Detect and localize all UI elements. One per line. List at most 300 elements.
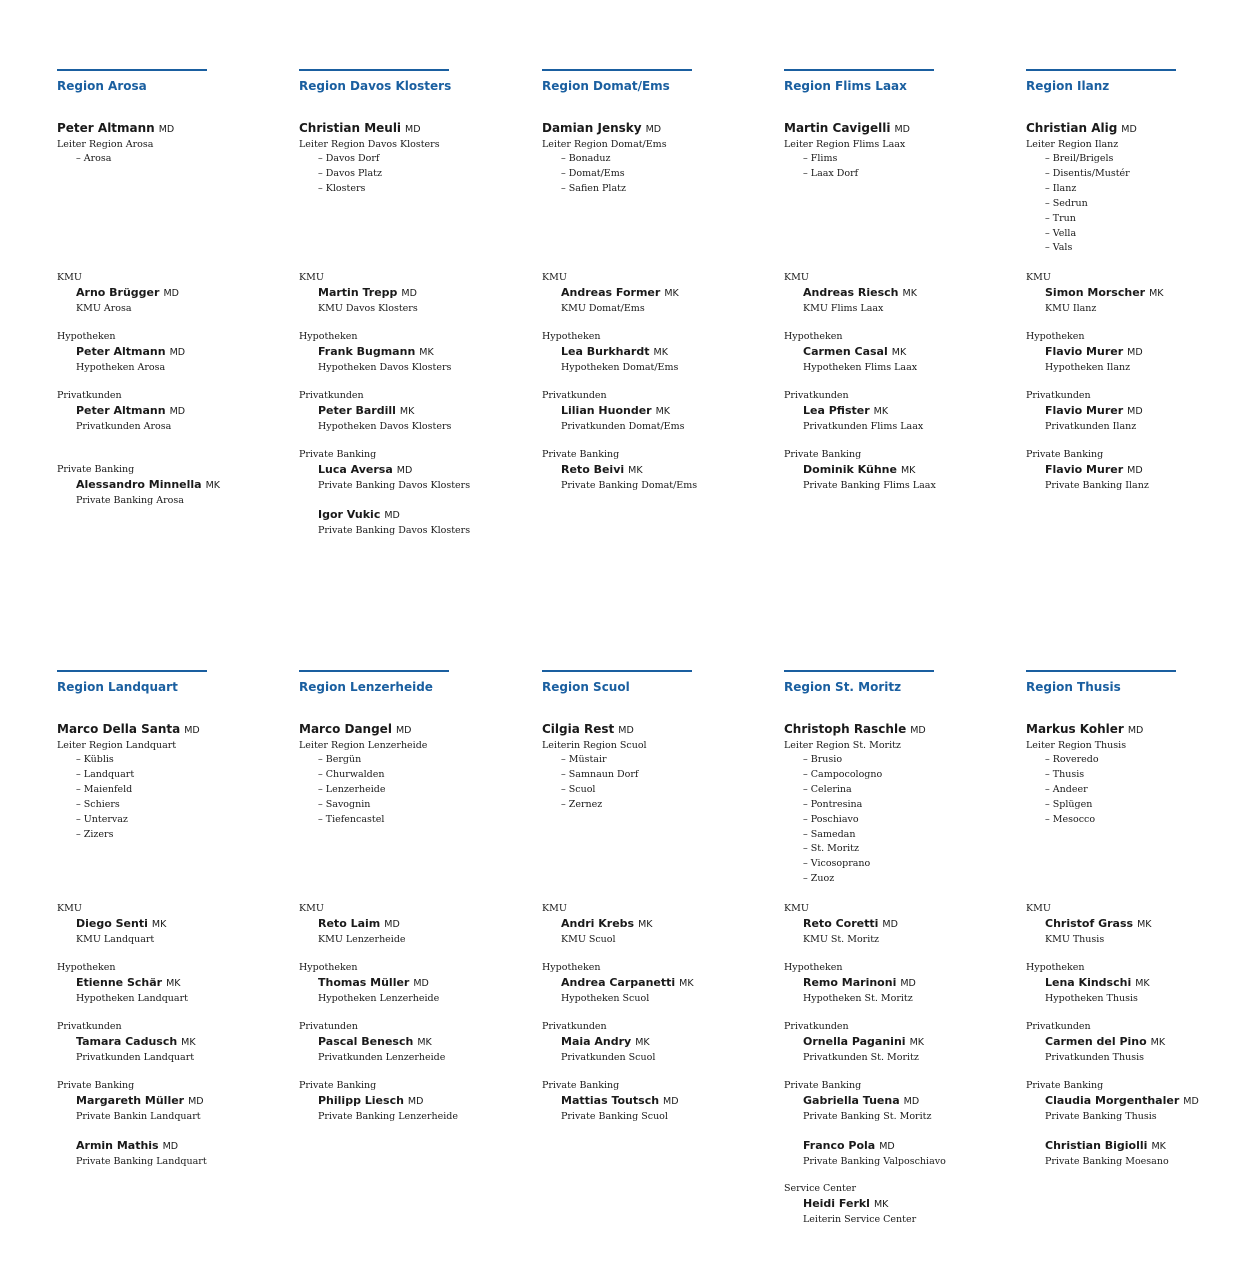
person-role: Leiter Region Arosa	[57, 139, 154, 150]
person-line	[76, 403, 272, 419]
person-role: Private Banking Landquart	[76, 1156, 207, 1167]
person-code: MK	[909, 1037, 924, 1048]
region-title: Region Arosa	[57, 79, 147, 93]
person-line	[803, 1138, 999, 1154]
location-item: – Bergün	[318, 754, 362, 765]
person-code: MD	[894, 124, 910, 135]
person-role: Leiter Region Domat/Ems	[542, 139, 667, 150]
person-role: Leiter Region Thusis	[1026, 740, 1127, 751]
person-line	[561, 285, 757, 301]
location-item: – Maienfeld	[76, 783, 133, 795]
person-name: Simon Morscher	[1045, 286, 1146, 299]
section-person	[784, 1138, 999, 1169]
person-line	[318, 1034, 514, 1050]
person-name: Gabriella Tuena	[803, 1094, 900, 1107]
person-name: Andreas Former	[561, 286, 661, 299]
person-name: Heidi Ferkl	[803, 1197, 870, 1210]
person-line	[561, 344, 757, 360]
location-item: – Mesocco	[1045, 813, 1096, 825]
location-item: – Churwalden	[318, 768, 385, 780]
section-label: Service Center	[784, 1183, 857, 1194]
person-role: Hypotheken Flims Laax	[803, 362, 918, 373]
person-name: Carmen Casal	[803, 345, 888, 358]
region-divider	[299, 670, 449, 672]
person-line	[1045, 285, 1240, 301]
person-name: Peter Altmann	[76, 345, 166, 358]
person-role: Hypotheken St. Moritz	[803, 993, 913, 1004]
person-code: MK	[664, 288, 679, 299]
team-section	[299, 961, 514, 1006]
person-name: Arno Brügger	[76, 286, 160, 299]
head-person	[299, 722, 514, 738]
person-role: Leiter Region Landquart	[57, 740, 177, 751]
location-item: – Vella	[1045, 227, 1077, 239]
person-name: Philipp Liesch	[318, 1094, 404, 1107]
location-item: – Müstair	[561, 754, 607, 765]
person-name: Reto Coretti	[803, 917, 879, 930]
section-person	[542, 403, 757, 434]
person-name: Peter Bardill	[318, 404, 396, 417]
person-role: Private Banking Davos Klosters	[318, 480, 471, 491]
head-person	[299, 121, 514, 137]
person-line	[803, 1196, 999, 1212]
person-name: Cilgia Rest	[542, 722, 615, 736]
section-person	[1026, 1093, 1240, 1124]
person-code: MK	[679, 978, 694, 989]
person-code: MK	[638, 919, 653, 930]
region-divider	[1026, 670, 1176, 672]
person-name: Andri Krebs	[561, 917, 635, 930]
team-section	[784, 961, 999, 1006]
person-code: MK	[635, 1037, 650, 1048]
team-section	[1026, 271, 1240, 316]
region-block	[299, 670, 514, 1122]
person-name: Christoph Raschle	[784, 722, 907, 736]
team-section	[784, 902, 999, 947]
person-line	[803, 1093, 999, 1109]
person-code: MK	[181, 1037, 196, 1048]
person-role: KMU Domat/Ems	[561, 303, 645, 314]
team-section	[1026, 448, 1240, 493]
person-line	[318, 1093, 514, 1109]
person-code: MD	[1127, 406, 1143, 417]
team-section	[542, 389, 757, 434]
section-label: KMU	[57, 272, 82, 283]
section-person	[1026, 403, 1240, 434]
person-line	[76, 477, 272, 493]
person-role: Private Banking Flims Laax	[803, 480, 936, 491]
section-label: Hypotheken	[784, 331, 843, 342]
section-label: Privatkunden	[784, 1021, 849, 1032]
section-person	[299, 507, 514, 538]
location-item: – Flims	[803, 153, 838, 164]
team-section	[57, 271, 272, 316]
team-section	[542, 902, 757, 947]
location-item: – Landquart	[76, 768, 135, 780]
person-code: MK	[1135, 978, 1150, 989]
person-line	[76, 1138, 272, 1154]
section-label: Hypotheken	[299, 962, 358, 973]
person-code: MK	[205, 480, 221, 491]
section-label: KMU	[299, 272, 324, 283]
person-code: MD	[158, 124, 175, 135]
person-line	[561, 916, 757, 932]
person-role: Private Banking Valposchiavo	[803, 1156, 946, 1167]
person-code: MD	[1127, 347, 1143, 358]
person-code: MK	[166, 978, 181, 989]
person-role: Hypotheken Ilanz	[1045, 362, 1131, 373]
section-label: Hypotheken	[542, 962, 601, 973]
section-person	[299, 344, 514, 375]
section-label: Privatunden	[299, 1021, 358, 1032]
person-role: Leiter Region Lenzerheide	[299, 740, 428, 751]
section-person	[542, 462, 757, 493]
location-item: – Breil/Brigels	[1045, 153, 1114, 164]
region-title: Region Ilanz	[1026, 79, 1110, 93]
location-item: – Zizers	[76, 828, 114, 840]
location-item: – Samnaun Dorf	[561, 768, 639, 780]
person-line	[803, 975, 999, 991]
location-item: – Zuoz	[803, 873, 835, 885]
section-label: Hypotheken	[542, 331, 601, 342]
region-title: Region Thusis	[1026, 680, 1121, 694]
person-code: MD	[879, 1141, 895, 1152]
location-item: – Davos Platz	[318, 167, 382, 179]
person-code: MD	[663, 1096, 679, 1107]
location-item: – Andeer	[1045, 783, 1088, 795]
team-section	[299, 389, 514, 434]
person-code: MK	[151, 919, 167, 930]
location-item: – Celerina	[803, 783, 852, 795]
person-name: Lea Pfister	[803, 404, 870, 417]
section-person	[784, 285, 999, 316]
region-title: Region Lenzerheide	[299, 680, 433, 694]
person-role: Privatkunden Landquart	[76, 1052, 195, 1063]
section-person	[57, 1034, 272, 1065]
person-name: Christian Meuli	[299, 121, 402, 135]
section-label: Private Banking	[299, 449, 377, 460]
person-name: Flavio Murer	[1045, 404, 1124, 417]
team-section	[1026, 330, 1240, 375]
team-section	[57, 902, 272, 947]
section-label: KMU	[542, 903, 567, 914]
person-name: Lea Burkhardt	[561, 345, 650, 358]
person-code: MK	[1151, 1141, 1166, 1152]
person-line	[803, 916, 999, 932]
location-item: – Arosa	[76, 153, 112, 164]
section-label: Privatkunden	[1026, 390, 1091, 401]
head-person	[57, 121, 272, 137]
region-head	[784, 722, 999, 887]
person-line	[318, 344, 514, 360]
section-person	[57, 1093, 272, 1124]
person-line	[803, 1034, 999, 1050]
section-person	[299, 403, 514, 434]
person-role: Private Banking Thusis	[1045, 1111, 1157, 1122]
region-head	[57, 722, 272, 842]
person-line	[803, 462, 999, 478]
team-section	[299, 271, 514, 316]
person-code: MD	[1127, 725, 1144, 736]
person-role: Leiter Region Ilanz	[1026, 139, 1119, 150]
location-item: – Schiers	[76, 798, 120, 810]
region-block	[784, 69, 999, 491]
location-item: – Brusio	[803, 754, 843, 765]
person-name: Christian Bigiolli	[1045, 1139, 1148, 1152]
section-person	[299, 1034, 514, 1065]
section-label: Private Banking	[1026, 1080, 1104, 1091]
team-section	[299, 1079, 514, 1124]
team-section	[784, 1079, 999, 1169]
person-name: Claudia Morgenthaler	[1045, 1094, 1180, 1107]
person-line	[803, 403, 999, 419]
person-code: MD	[645, 124, 662, 135]
section-person	[1026, 344, 1240, 375]
person-line	[561, 403, 757, 419]
person-role: Leiter Region Flims Laax	[784, 139, 906, 150]
person-line	[561, 462, 757, 478]
person-code: MK	[419, 347, 434, 358]
person-line	[318, 285, 514, 301]
region-block	[542, 670, 757, 1122]
person-code: MK	[873, 406, 889, 417]
person-role: Hypotheken Lenzerheide	[318, 993, 440, 1004]
person-line	[1045, 1138, 1240, 1154]
region-title: Region Davos Klosters	[299, 79, 452, 93]
location-item: – St. Moritz	[803, 843, 859, 855]
person-name: Ornella Paganini	[803, 1035, 906, 1048]
person-name: Remo Marinoni	[803, 976, 897, 989]
section-label: KMU	[299, 903, 324, 914]
region-divider	[542, 69, 692, 71]
person-code: MD	[184, 725, 200, 736]
person-name: Mattias Toutsch	[561, 1094, 660, 1107]
region-block	[1026, 69, 1240, 491]
section-label: KMU	[57, 903, 82, 914]
location-item: – Trun	[1045, 212, 1076, 224]
person-role: Hypotheken Landquart	[76, 993, 188, 1004]
person-code: MD	[413, 978, 429, 989]
team-section	[57, 463, 272, 508]
section-label: Hypotheken	[57, 962, 116, 973]
section-person	[57, 916, 272, 947]
location-item: – Scuol	[561, 783, 596, 795]
person-role: KMU Lenzerheide	[318, 934, 406, 945]
section-person	[784, 462, 999, 493]
section-person	[1026, 1138, 1240, 1169]
location-item: – Splügen	[1045, 798, 1093, 810]
person-role: Privatkunden Thusis	[1045, 1052, 1145, 1063]
person-code: MK	[902, 288, 917, 299]
head-person	[1026, 722, 1240, 738]
team-section	[1026, 389, 1240, 434]
person-role: Privatkunden Arosa	[76, 421, 172, 432]
section-person	[542, 975, 757, 1006]
section-person	[542, 1034, 757, 1065]
team-section	[299, 448, 514, 538]
person-line	[76, 1093, 272, 1109]
person-name: Reto Laim	[318, 917, 381, 930]
location-item: – Pontresina	[803, 798, 863, 810]
person-name: Marco Della Santa	[57, 722, 181, 736]
section-person	[542, 1093, 757, 1124]
person-role: Hypotheken Domat/Ems	[561, 362, 679, 373]
person-line	[318, 507, 514, 523]
person-code: MD	[1121, 124, 1137, 135]
section-person	[57, 285, 272, 316]
region-head	[57, 121, 272, 167]
region-head	[542, 722, 757, 813]
person-role: KMU Davos Klosters	[318, 303, 418, 314]
region-divider	[542, 670, 692, 672]
location-item: – Poschiavo	[803, 813, 859, 825]
region-title: Region Domat/Ems	[542, 79, 670, 93]
section-label: Privatkunden	[542, 390, 607, 401]
person-name: Peter Altmann	[76, 404, 166, 417]
section-label: Privatkunden	[299, 390, 364, 401]
region-head	[299, 722, 514, 828]
region-block	[1026, 670, 1240, 1167]
location-item: – Lenzerheide	[318, 783, 386, 795]
person-code: MK	[417, 1037, 432, 1048]
region-title: Region Flims Laax	[784, 79, 907, 93]
team-section	[542, 961, 757, 1006]
location-item: – Bonaduz	[561, 153, 611, 164]
location-item: – Campocologno	[803, 768, 883, 780]
person-role: Hypotheken Thusis	[1045, 993, 1138, 1004]
person-role: Private Banking St. Moritz	[803, 1111, 932, 1122]
person-code: MD	[384, 919, 400, 930]
person-code: MD	[900, 978, 916, 989]
person-line	[76, 975, 272, 991]
person-role: KMU Flims Laax	[803, 303, 884, 314]
section-label: Privatkunden	[1026, 1021, 1091, 1032]
person-code: MD	[163, 288, 179, 299]
person-line	[318, 975, 514, 991]
section-label: Hypotheken	[1026, 331, 1085, 342]
team-section	[542, 1020, 757, 1065]
section-label: KMU	[1026, 903, 1051, 914]
team-section	[784, 1182, 999, 1227]
team-section	[542, 1079, 757, 1124]
section-person	[784, 1034, 999, 1065]
person-name: Reto Beivi	[561, 463, 625, 476]
person-line	[1045, 403, 1240, 419]
location-item: – Tiefencastel	[318, 813, 385, 825]
person-name: Maia Andry	[561, 1035, 632, 1048]
location-item: – Laax Dorf	[803, 167, 859, 179]
section-label: Privatkunden	[784, 390, 849, 401]
person-line	[1045, 1093, 1240, 1109]
location-item: – Zernez	[561, 798, 603, 810]
person-role: Hypotheken Scuol	[561, 993, 650, 1004]
section-label: Private Banking	[1026, 449, 1104, 460]
location-item: – Safien Platz	[561, 182, 626, 194]
region-divider	[299, 69, 449, 71]
section-person	[784, 916, 999, 947]
person-name: Alessandro Minnella	[76, 478, 202, 491]
section-label: Privatkunden	[542, 1021, 607, 1032]
section-label: KMU	[542, 272, 567, 283]
team-section	[1026, 961, 1240, 1006]
person-code: MD	[618, 725, 634, 736]
person-role: KMU Thusis	[1045, 934, 1105, 945]
person-line	[1045, 916, 1240, 932]
region-block	[542, 69, 757, 491]
section-label: KMU	[1026, 272, 1051, 283]
person-line	[1045, 975, 1240, 991]
region-block	[784, 670, 999, 1225]
region-divider	[57, 69, 207, 71]
team-section	[542, 330, 757, 375]
location-item: – Küblis	[76, 754, 114, 765]
person-role: Hypotheken Davos Klosters	[318, 362, 452, 373]
person-role: Privatkunden Flims Laax	[803, 421, 924, 432]
person-line	[318, 916, 514, 932]
person-role: Leiterin Region Scuol	[542, 740, 647, 751]
region-title: Region Scuol	[542, 680, 630, 694]
person-line	[318, 462, 514, 478]
person-line	[76, 1034, 272, 1050]
person-code: MD	[1183, 1096, 1199, 1107]
section-label: Hypotheken	[784, 962, 843, 973]
section-label: Private Banking	[542, 1080, 620, 1091]
person-name: Damian Jensky	[542, 121, 642, 135]
team-section	[784, 389, 999, 434]
person-code: MK	[399, 406, 415, 417]
person-code: MD	[169, 347, 186, 358]
region-head	[299, 121, 514, 197]
section-label: Private Banking	[57, 1080, 135, 1091]
person-name: Frank Bugmann	[318, 345, 416, 358]
person-code: MK	[900, 465, 916, 476]
location-item: – Vicosoprano	[803, 858, 871, 870]
region-head	[784, 121, 999, 182]
person-name: Andrea Carpanetti	[561, 976, 676, 989]
person-line	[76, 916, 272, 932]
team-section	[1026, 1020, 1240, 1065]
team-section	[542, 448, 757, 493]
section-person	[57, 344, 272, 375]
person-role: Privatkunden Domat/Ems	[561, 421, 685, 432]
person-code: MD	[162, 1141, 179, 1152]
person-name: Flavio Murer	[1045, 345, 1124, 358]
team-section	[1026, 902, 1240, 947]
person-role: KMU Ilanz	[1045, 303, 1097, 314]
person-role: Leiter Region Davos Klosters	[299, 139, 440, 150]
team-section	[299, 902, 514, 947]
section-label: Hypotheken	[57, 331, 116, 342]
person-line	[561, 1093, 757, 1109]
section-person	[299, 1093, 514, 1124]
section-person	[299, 975, 514, 1006]
person-code: MK	[653, 347, 668, 358]
person-code: MD	[1127, 465, 1143, 476]
team-section	[299, 330, 514, 375]
team-section	[299, 1020, 514, 1065]
section-label: KMU	[784, 272, 809, 283]
person-code: MK	[1150, 1037, 1166, 1048]
person-role: Privatkunden Lenzerheide	[318, 1052, 446, 1063]
person-name: Etienne Schär	[76, 976, 163, 989]
person-code: MK	[1149, 288, 1164, 299]
team-section	[784, 1020, 999, 1065]
person-code: MD	[882, 919, 898, 930]
location-item: – Untervaz	[76, 813, 128, 825]
region-block	[57, 69, 272, 506]
location-item: – Roveredo	[1045, 754, 1099, 765]
section-person	[57, 403, 272, 434]
